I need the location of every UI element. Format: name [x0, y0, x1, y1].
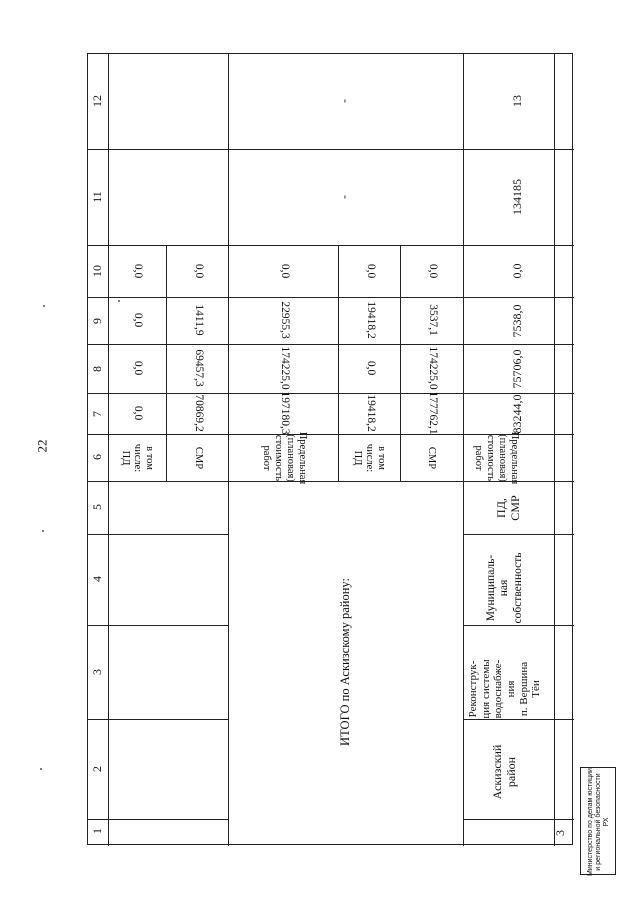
data-col8: 75706,0: [510, 349, 525, 389]
summary-sublabel-pd: в том числе: ПД: [119, 443, 156, 473]
summary-value: 22955,3: [278, 301, 291, 339]
summary-value: 174225,0: [278, 346, 291, 390]
budget-table: [87, 53, 573, 845]
row-rule: [88, 534, 228, 535]
row-rule: [463, 534, 574, 535]
summary-value: 19418,2: [364, 394, 377, 432]
summary-value: 0,0: [131, 360, 144, 376]
summary-value: 19418,2: [364, 301, 377, 339]
summary-value: 0,0: [131, 312, 144, 328]
row-rule: [88, 625, 228, 626]
column-number: 5: [90, 504, 105, 510]
data-col4: Муниципаль- ная собственность: [485, 552, 524, 624]
column-number: 4: [90, 576, 105, 582]
column-number: 11: [90, 191, 105, 203]
column-number: 3: [90, 669, 105, 675]
summary-sublabel-limit: Предельная (плановая) стоимость работ: [260, 431, 309, 485]
summary-value: 0,0: [426, 263, 439, 279]
summary-value: 0,0: [364, 360, 377, 376]
summary-value: 0,0: [192, 263, 205, 279]
summary-value: 197180,3: [278, 391, 291, 435]
col-rule: [338, 245, 339, 481]
summary-value: 1411,9: [192, 304, 205, 336]
column-number: 7: [90, 411, 105, 417]
row-rule: [88, 393, 574, 394]
summary-sublabel-smr: СМР: [193, 446, 205, 470]
col-rule: [228, 54, 229, 846]
column-number: 8: [90, 366, 105, 372]
data-col9: 7538,0: [510, 304, 525, 338]
speck: [42, 530, 44, 532]
stamp-text: Министерство по делам юстиции и региональной безопасности РХ: [586, 768, 611, 876]
speck: [43, 305, 45, 307]
column-number: 10: [90, 265, 105, 277]
summary-value: 174225,0: [426, 346, 439, 390]
summary-sublabel-smr2: СМР: [426, 446, 438, 470]
data-col6: Предельная (плановая) стоимость работ: [472, 431, 521, 485]
summary-value: 0,0: [131, 405, 144, 421]
data-col5: ПД, СМР: [494, 495, 522, 521]
row-rule: [88, 719, 228, 720]
summary-value: 0,0: [364, 263, 377, 279]
data-col3: Реконструк- ция системы водоснабже- ния п. Вершина Тёи: [467, 659, 543, 719]
data-col1: 3: [553, 830, 568, 836]
summary-value: 70869,2: [192, 394, 205, 432]
row-rule: [88, 245, 574, 246]
speck: [40, 768, 42, 770]
row-rule: [88, 344, 574, 345]
col-rule: [166, 245, 167, 481]
column-number: 12: [90, 95, 105, 107]
data-col11: 134185: [510, 179, 525, 215]
column-number: 2: [90, 766, 105, 772]
ministry-stamp: [580, 767, 616, 875]
summary-value: 0,0: [278, 263, 291, 279]
summary-value: 0,0: [131, 263, 144, 279]
row-rule: [88, 297, 574, 298]
summary-col11: -: [338, 195, 351, 199]
row-rule: [88, 819, 228, 820]
data-col7: 83244,0: [510, 394, 525, 434]
column-number: 6: [90, 454, 105, 460]
summary-label: ИТОГО по Аскизскому району:: [337, 578, 352, 746]
data-col10: 0,0: [510, 263, 525, 279]
summary-col12: -: [338, 99, 351, 103]
summary-sublabel-pd2: в том числе: ПД: [351, 443, 388, 473]
data-col12: 13: [510, 95, 525, 107]
summary-value: 177762,1: [426, 391, 439, 435]
row-rule: [88, 149, 574, 150]
data-col2: Аскизский район: [490, 744, 518, 800]
summary-value: 3537,1: [426, 304, 439, 336]
column-number: 1: [90, 828, 105, 834]
col-rule: [554, 54, 555, 846]
col-rule: [400, 245, 401, 481]
page-number: 22: [34, 439, 50, 453]
column-number: 9: [90, 318, 105, 324]
col-rule: [108, 54, 109, 846]
summary-value: 69457,3: [192, 349, 205, 387]
